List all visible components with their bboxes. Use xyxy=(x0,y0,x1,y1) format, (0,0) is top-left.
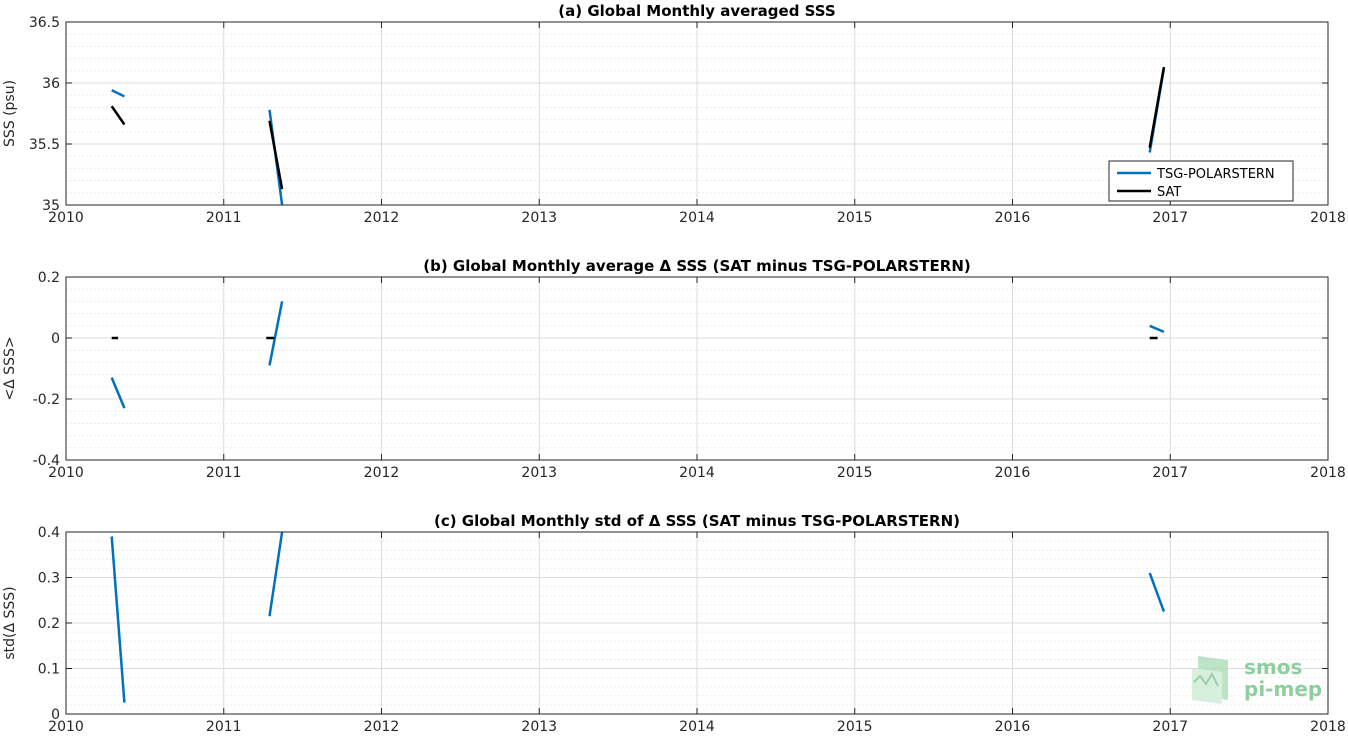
chart-title: (c) Global Monthly std of Δ SSS (SAT minus TSG-POLARSTERN) xyxy=(433,512,961,530)
y-tick-label: 0.1 xyxy=(37,661,60,678)
x-tick-label: 2015 xyxy=(836,210,873,226)
x-tick-label: 2017 xyxy=(1152,210,1189,226)
watermark-line1: smos xyxy=(1244,655,1303,679)
x-tick-label: 2010 xyxy=(48,210,84,226)
y-tick-label: 0.3 xyxy=(37,570,60,587)
x-tick-label: 2012 xyxy=(363,210,400,226)
x-tick-label: 2013 xyxy=(521,465,558,481)
x-tick-label: 2011 xyxy=(205,210,242,226)
y-tick-label: 35.5 xyxy=(28,137,60,153)
legend-label: TSG-POLARSTERN xyxy=(1157,167,1275,182)
y-tick-label: 0 xyxy=(51,707,60,723)
x-tick-label: 2016 xyxy=(994,210,1031,226)
x-tick-label: 2017 xyxy=(1152,719,1189,735)
x-tick-label: 2015 xyxy=(836,465,873,481)
y-tick-label: 0.4 xyxy=(37,525,60,541)
legend-label: SAT xyxy=(1157,185,1182,200)
chart-panel-0 xyxy=(2,2,1346,226)
x-tick-label: 2015 xyxy=(836,719,873,735)
watermark-line2: pi-mep xyxy=(1244,677,1323,701)
y-axis-label: <Δ SSS> xyxy=(2,336,18,401)
x-tick-label: 2014 xyxy=(679,719,715,735)
y-tick-label: 36 xyxy=(42,76,60,92)
x-tick-label: 2010 xyxy=(48,465,84,481)
x-tick-label: 2016 xyxy=(994,719,1031,735)
x-tick-label: 2018 xyxy=(1310,210,1346,226)
chart-title: (b) Global Monthly average Δ SSS (SAT minus TSG-POLARSTERN) xyxy=(423,257,971,275)
y-tick-label: 0.2 xyxy=(37,270,60,286)
x-tick-label: 2011 xyxy=(205,465,242,481)
x-tick-label: 2011 xyxy=(205,719,242,735)
smos-pi-mep-watermark xyxy=(1188,654,1324,706)
y-tick-label: -0.2 xyxy=(32,392,60,408)
x-tick-label: 2010 xyxy=(48,719,84,735)
y-tick-label: -0.4 xyxy=(32,453,60,469)
chart-panel-2 xyxy=(2,512,1346,735)
y-tick-label: 0.2 xyxy=(37,616,60,632)
x-tick-label: 2014 xyxy=(679,210,715,226)
legend xyxy=(1109,161,1293,201)
y-tick-label: 36.5 xyxy=(28,15,60,31)
y-axis-label: SSS (psu) xyxy=(2,79,18,148)
y-tick-label: 0 xyxy=(51,331,60,347)
x-tick-label: 2018 xyxy=(1310,719,1346,735)
x-tick-label: 2012 xyxy=(363,719,400,735)
x-tick-label: 2013 xyxy=(521,719,558,735)
x-tick-label: 2017 xyxy=(1152,465,1189,481)
watermark-logo-icon xyxy=(1192,656,1228,704)
x-tick-label: 2016 xyxy=(994,465,1031,481)
x-tick-label: 2013 xyxy=(521,210,558,226)
y-tick-label: 35 xyxy=(42,198,60,214)
x-tick-label: 2018 xyxy=(1310,465,1346,481)
y-axis-label: std(Δ SSS) xyxy=(2,586,18,660)
x-tick-label: 2014 xyxy=(679,465,715,481)
x-tick-label: 2012 xyxy=(363,465,400,481)
chart-title: (a) Global Monthly averaged SSS xyxy=(558,2,836,20)
chart-panel-1 xyxy=(2,257,1346,481)
